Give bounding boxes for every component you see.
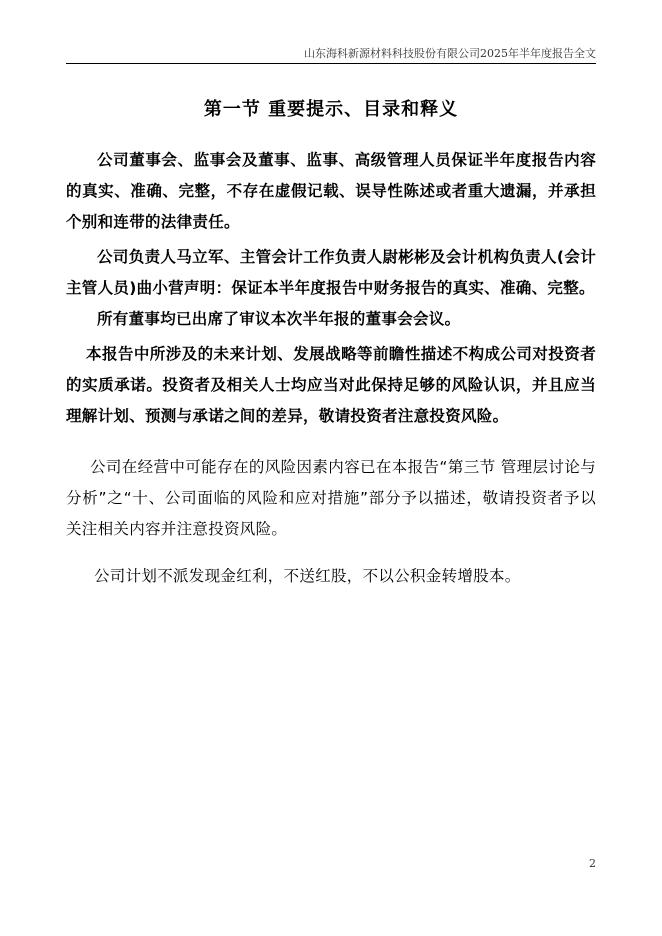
- paragraph-attendance: [66, 304, 596, 335]
- paragraph-text: 公司在经营中可能存在的风险因素内容已在本报告“第三节 管理层讨论与分析”之“十、公司面临的风险和应对措施”部分予以描述，敬请投资者予以关注相关内容并注意投资风险。: [66, 458, 596, 538]
- paragraph-text: 公司计划不派发现金红利，不送红股，不以公积金转增股本。: [94, 567, 521, 585]
- paragraph-text: 所有董事均已出席了审议本次半年报的董事会会议。: [97, 310, 461, 328]
- paragraph-text: 本报告中所涉及的未来计划、发展战略等前瞻性描述不构成公司对投资者的实质承诺。投资者及相关人士均应当对此保持足够的风险认识，并且应当理解计划、预测与承诺之间的差异，敬请投资者注意投资风险。: [66, 345, 596, 425]
- section-title: 第一节 重要提示、目录和释义: [203, 99, 459, 120]
- header-divider: [66, 63, 596, 64]
- page-number: 2: [589, 857, 596, 870]
- paragraph-declaration: [66, 242, 596, 304]
- running-header: 山东海科新源材料科技股份有限公司2025年半年度报告全文: [304, 47, 596, 60]
- paragraph-dividend-plan: [66, 561, 596, 592]
- paragraph-text: 公司董事会、监事会及董事、监事、高级管理人员保证半年度报告内容的真实、准确、完整，不存在虚假记载、误导性陈述或者重大遗漏，并承担个别和连带的法律责任。: [66, 151, 596, 231]
- paragraph-responsibility: [66, 145, 596, 238]
- paragraph-text: 公司负责人马立军、主管会计工作负责人尉彬彬及会计机构负责人(会计主管人员)曲小营声明：保证本半年度报告中财务报告的真实、准确、完整。: [66, 248, 596, 297]
- paragraph-forward-looking: [66, 339, 596, 432]
- paragraph-risk-factors: [66, 452, 596, 545]
